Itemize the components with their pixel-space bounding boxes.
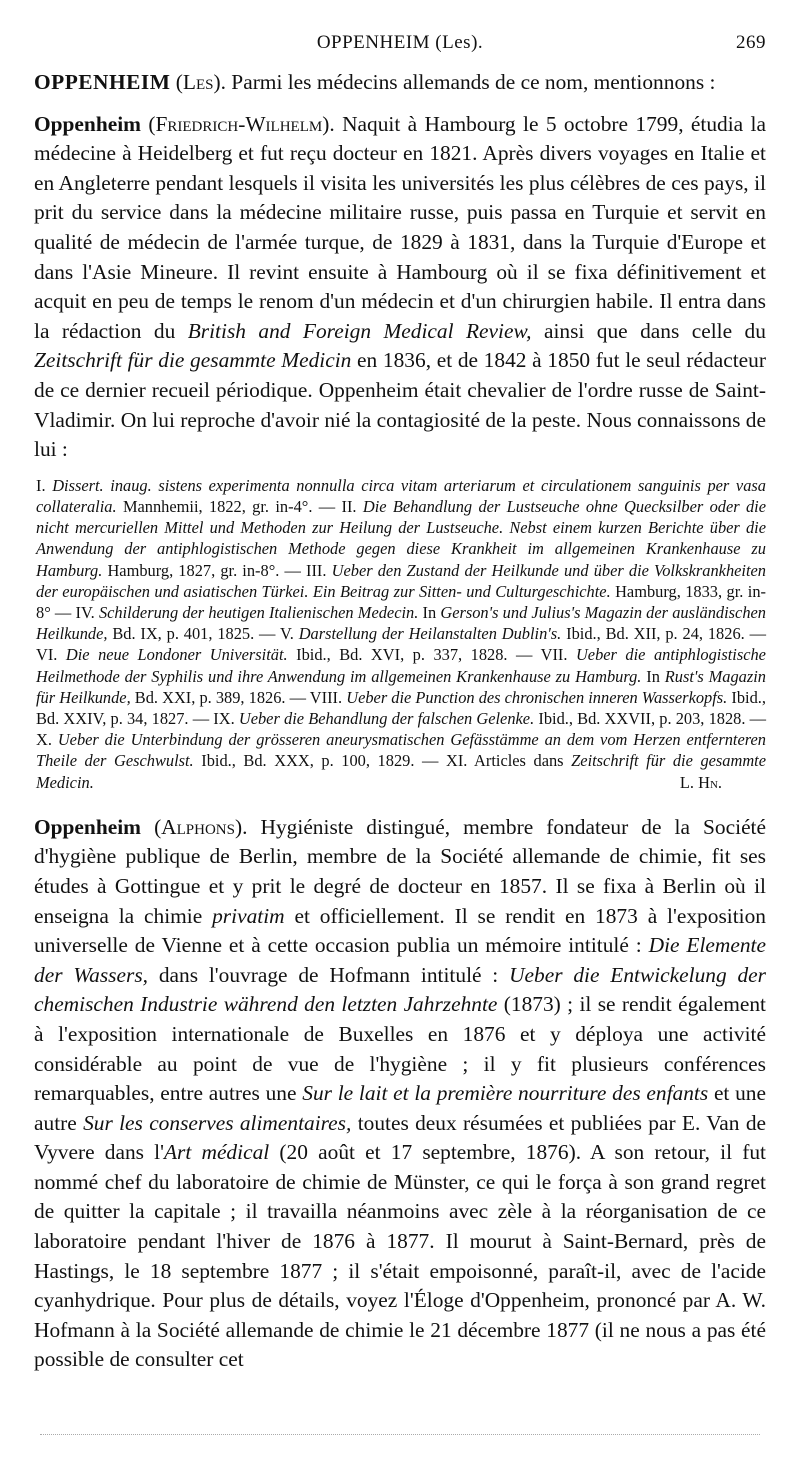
entry-body-text: toutes deux résumées et publiées par E. Van de Vyvere dans l' xyxy=(34,1110,767,1165)
entry-body-text: en 1836, et de 1842 à 1850 fut le seul rédacteur de ce dernier recueil périodique. Oppenheim était chevalier de l'ordre russe de Saint-Vladimir. On lui reproche d'avoir nié la contagiosité de la peste. Nous connaissons de lui : xyxy=(34,348,766,462)
entry-head-oppenheim-les: OPPENHEIM xyxy=(34,70,171,94)
work-title: Sur les conserves alimentaires, xyxy=(83,1110,352,1135)
entry-head-alphons: Oppenheim xyxy=(34,814,141,839)
entry-body-text: Naquit à Hambourg le 5 octobre 1799, étudia la médecine à Heidelberg et fut reçu docteur en 1821. Après divers voyages en Italie et en Angleterre pendant lesquels il visita les universités les plus célèbres de ces pays, il prit du service dans la médecine militaire russe, puis passa en Turquie et servit en qualité de médecin de l'armée turque, de 1829 à 1831, dans la Turquie d'Europe et dans l'Asie Mineure. Il revint ensuite à Hambourg où il se fixa définitivement et acquit en peu de temps le renom d'un médecin et d'un chirurgien habile. Il entra dans la rédaction du xyxy=(34,111,766,343)
biblio-title: Ueber die antiphlogistische Heilmethode der Syphilis und ihre Anwendung im allgemeinen Krankenhause zu Hamburg. xyxy=(36,645,766,686)
entry-body-text: et officiellement. Il se rendit en 1873 à l'exposition universelle de Vienne et à cette occasion publia un mémoire intitulé : xyxy=(34,903,766,958)
entry-body-text: (20 août et 17 septembre, 1876). A son retour, il fut nommé chef du laboratoire de chimie de Münster, ce qui le força à son grand regret de quitter la capitale ; il travailla néanmoins avec zèle à la réorganisation de ce laboratoire pendant l'hiver de 1876 à 1877. Il mourut à Saint-Bernard, près de Hastings, le 18 septembre 1877 ; il s'était empoisonné, paraît-il, avec de l'acide cyanhydrique. Pour plus de détails, voyez l'Éloge d'Oppenheim, prononcé par A. W. Hofmann à la Société allemande de chimie le 21 décembre 1877 (il ne nous a pas été possible de consulter cet xyxy=(34,1140,766,1372)
entry-body-text: dans l'ouvrage de Hofmann intitulé : xyxy=(158,962,499,987)
biblio-text: Bd. IX, p. 401, 1825. — V. xyxy=(112,624,294,644)
biblio-text: Ibid., Bd. XXVII, p. 203, 1828. — X. xyxy=(36,708,767,750)
biblio-title: Dissert. inaug. sistens experimenta nonnulla circa vitam arteriarum et circulationem sanguinis per vasa collateralia. xyxy=(36,475,766,516)
entry-intro-text: Parmi les médecins allemands de ce nom, mentionnons : xyxy=(231,70,716,94)
biblio-title: Ueber die Unterbindung der grösseren aneurysmatischen Gefässtämme an dem vom Herzen entfernteren Theile der Geschwulst. xyxy=(36,730,766,771)
biblio-title: Gerson's und Julius's Magazin der ausländischen Heilkunde, xyxy=(36,602,766,644)
entry-head-friedrich: Oppenheim xyxy=(34,111,141,136)
biblio-title: Rust's Magazin für Heilkunde, xyxy=(36,666,766,707)
biblio-text: Hamburg, 1833, gr. in-8° — IV. xyxy=(36,581,766,622)
work-title: Die Elemente der Wassers, xyxy=(34,933,766,987)
journal-title: Zeitschrift für die gesammte Medicin xyxy=(34,348,352,373)
biblio-text: Ibid., Bd. XII, p. 24, 1826. — VI. xyxy=(36,624,766,665)
entry-head-suffix: (Alphons). xyxy=(154,814,248,839)
journal-title: Art médical xyxy=(163,1140,270,1165)
biblio-text: In xyxy=(422,602,437,622)
biblio-text: Ibid., Bd. XXX, p. 100, 1829. — XI. Articles dans xyxy=(201,751,564,771)
entry-friedrich-wilhelm xyxy=(34,110,766,465)
biblio-text: Mannhemii, 1822, gr. in-4°. — II. xyxy=(122,496,357,516)
bottom-rule xyxy=(40,1434,760,1436)
journal-title: British and Foreign Medical Review, xyxy=(187,318,532,343)
running-head xyxy=(34,28,766,56)
biblio-text: In xyxy=(646,666,660,686)
entry-alphons xyxy=(34,813,766,1375)
biblio-title: Die neue Londoner Universität. xyxy=(65,645,288,665)
biblio-title: Ueber den Zustand der Heilkunde und über die Volkskrankheiten der europäischen und asiatischen Türkei. Ein Beitrag zur Sitten- und Culturgeschichte. xyxy=(36,560,766,601)
running-head-title: OPPENHEIM (Les). xyxy=(316,32,484,53)
author-signature: L. Hn. xyxy=(679,772,722,792)
entry-head-suffix: (Friedrich-Wilhelm). xyxy=(148,111,335,136)
biblio-text: Ibid., Bd. XXIV, p. 34, 1827. — IX. xyxy=(36,687,766,728)
biblio-text: I. xyxy=(36,475,46,495)
entry-body-text: (1873) ; il se rendit également à l'exposition internationale de Buxelles en 1876 et y déploya une activité considérable au point de vue de l'hygiène ; il y fit plusieurs conférences remarquables, entre autres une xyxy=(34,992,766,1106)
biblio-title: Ueber die Punction des chronischen inneren Wasserkopfs. xyxy=(346,687,728,707)
emphasis-text: privatim xyxy=(212,903,285,928)
biblio-text: Bd. XXI, p. 389, 1826. — VIII. xyxy=(134,687,343,707)
entry-body-text: Hygiéniste distingué, membre fondateur de la Société d'hygiène publique de Berlin, membre de la Société allemande de chimie, fit ses études à Gottingue et y prit le degré de docteur en 1857. Il se fixa à Berlin où il enseigna la chimie xyxy=(34,814,766,928)
biblio-title: Darstellung der Heilanstalten Dublin's. xyxy=(298,624,562,644)
biblio-title: Ueber die Behandlung der falschen Gelenke. xyxy=(238,708,535,728)
bibliography-friedrich xyxy=(34,475,766,793)
biblio-title: Die Behandlung der Lustseuche ohne Quecksilber oder die nicht mercuriellen Mittel und Methoden zur Heilung der Lustseuche. Nebst einem kurzen Berichte über die Anwendung der antiphlogistischen Methode gegen diese Krankheit im allgemeinen Krankenhause zu Hamburg. xyxy=(36,496,766,580)
work-title: Ueber die Entwickelung der chemischen Industrie während den letzten Jahrzehnte xyxy=(34,962,766,1017)
biblio-title: Zeitschrift für die gesammte Medicin. xyxy=(36,751,766,792)
biblio-title: Schilderung der heutigen Italienischen Medecin. xyxy=(98,602,419,622)
work-title: Sur le lait et la première nourriture des enfants xyxy=(302,1081,709,1106)
entry-head-suffix: (Les). xyxy=(175,70,226,94)
page-number: 269 xyxy=(736,32,766,53)
entry-body-text: ainsi que dans celle du xyxy=(543,318,766,343)
entry-intro xyxy=(34,68,766,98)
entry-body-text: et une autre xyxy=(34,1081,766,1135)
biblio-text: Ibid., Bd. XVI, p. 337, 1828. — VII. xyxy=(296,645,568,665)
biblio-text: Hamburg, 1827, gr. in-8°. — III. xyxy=(107,560,327,580)
document-page xyxy=(34,28,766,1375)
